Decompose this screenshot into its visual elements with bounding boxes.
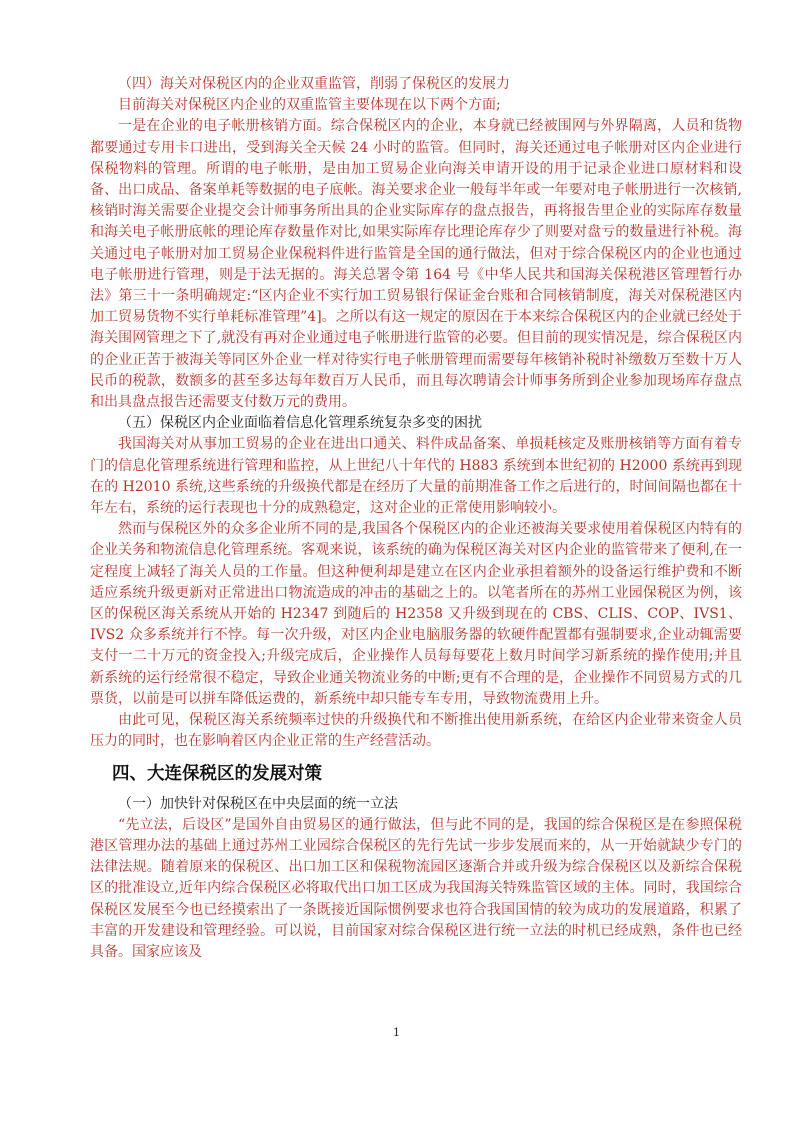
section-5-paragraph-1: 我国海关对从事加工贸易的企业在进出口通关、料件成品备案、单损耗核定及账册核销等方面有着专门的信息化管理系统进行管理和监控，从上世纪八十年代的 H883 系统到本世纪初的 H2000 系统再到现在的 H2010 系统,这些系统的升级换代都是在经历了大量的前期准备工作之后进行的，时间间隔也都在十年左右，系统的运行表现也十分的成熟稳定，这对企业的正常使用影响较小。: [90, 436, 742, 517]
section-4-intro: 目前海关对保税区内企业的双重监管主要体现在以下两个方面;: [118, 97, 501, 114]
section-4-title: （四）海关对保税区内的企业双重监管，削弱了保税区的发展力: [118, 76, 510, 92]
section-5-paragraph-2: 然而与保税区外的众多企业所不同的是,我国各个保税区内的企业还被海关要求使用着保税区内特有的企业关务和物流信息化管理系统。客观来说，该系统的确为保税区海关对区内企业的监管带来了便利,在一定程度上减轻了海关人员的工作量。但这种便利却是建立在区内企业承担着额外的设备运行维护费和不断适应系统升级更新对正常进出口物流造成的冲击的基础之上的。以笔者所在的苏州工业园保税区为例，该区的保税区海关系统从开始的 H2347 到随后的 H2358 又升级到现在的 CBS、CLIS、COP、IVS1、IVS2 众多系统并行不悖。每一次升级，对区内企业电脑服务器的软硬件配置都有强制要求,企业动辄需要支付一二十万元的资金投入;升级完成后，企业操作人员每每要花上数月时间学习新系统的操作使用;并且新系统的运行经常很不稳定，导致企业通关物流业务的中断;更有不合理的是，企业操作不同贸易方式的几票货，以前是可以拼车降低运费的，新系统中却只能专车专用，导致物流费用上升。: [90, 521, 742, 707]
chapter-4-subheading-1: （一）加快针对保税区在中央层面的统一立法: [118, 795, 398, 812]
section-5-title: （五）保税区内企业面临着信息化管理系统复杂多变的困扰: [118, 415, 482, 432]
section-5-paragraph-3: 由此可见，保税区海关系统频率过快的升级换代和不断推出使用新系统，在给区内企业带来资金人员压力的同时，也在影响着区内企业正常的生产经营活动。: [90, 712, 742, 750]
document-page: [90, 74, 742, 963]
chapter-4-paragraph-1: “先立法，后设区”是国外自由贸易区的通行做法，但与此不同的是，我国的综合保税区是在参照保税港区管理办法的基础上通过苏州工业园综合保税区的先行先试一步步发展而来的，从一开始就缺少专门的法律法规。随着原来的保税区、出口加工区和保税物流园区逐渐合并或升级为综合保税区以及新综合保税区的批准设立,近年内综合保税区必将取代出口加工区成为我国海关特殊监管区域的主体。同时，我国综合保税区发展至今也已经摸索出了一条既接近国际惯例要求也符合我国国情的较为成功的发展道路，积累了丰富的开发建设和管理经验。可以说，目前国家对综合保税区进行统一立法的时机已经成熟，条件也已经具备。国家应该及: [90, 816, 742, 960]
page-number: 1: [393, 1026, 400, 1039]
section-4-paragraph: 一是在企业的电子帐册核销方面。综合保税区内的企业，本身就已经被围网与外界隔离，人员和货物都要通过专用卡口进出，受到海关全天候 24 小时的监管。但同时，海关还通过电子帐册对区内企业进行保税物料的管理。所谓的电子帐册，是由加工贸易企业向海关申请开设的用于记录企业进口原材料和设备、出口成品、备案单耗等数据的电子底帐。海关要求企业一般每半年或一年要对电子帐册进行一次核销,核销时海关需要企业提交会计师事务所出具的企业实际库存的盘点报告，再将报告里企业的实际库存数量和海关电子帐册底帐的理论库存数量作对比,如果实际库存比理论库存少了则要对盘亏的数量进行补税。海关通过电子帐册对加工贸易企业保税料件进行监管是全国的通行做法，但对于综合保税区内的企业也通过电子帐册进行管理，则是于法无据的。海关总署令第 164 号《中华人民共和国海关保税港区管理暂行办法》第三十一条明确规定:“区内企业不实行加工贸易银行保证金台账和合同核销制度，海关对保税港区内加工贸易货物不实行单耗标准管理”4]。之所以有这一规定的原因在于本来综合保税区内的企业就已经处于海关围网管理之下了,就没有再对企业通过电子帐册进行监管的必要。但目前的现实情况是，综合保税区内的企业正苦于被海关等同区外企业一样对待实行电子帐册管理而需要每年核销补税时补缴数万至数十万人民币的税款，数额多的甚至多达每年数百万人民币，而且每次聘请会计师事务所到企业参加现场库存盘点和出具盘点报告还需要支付数万元的费用。: [90, 118, 742, 411]
chapter-4-heading: 四、大连保税区的发展对策: [112, 763, 322, 784]
